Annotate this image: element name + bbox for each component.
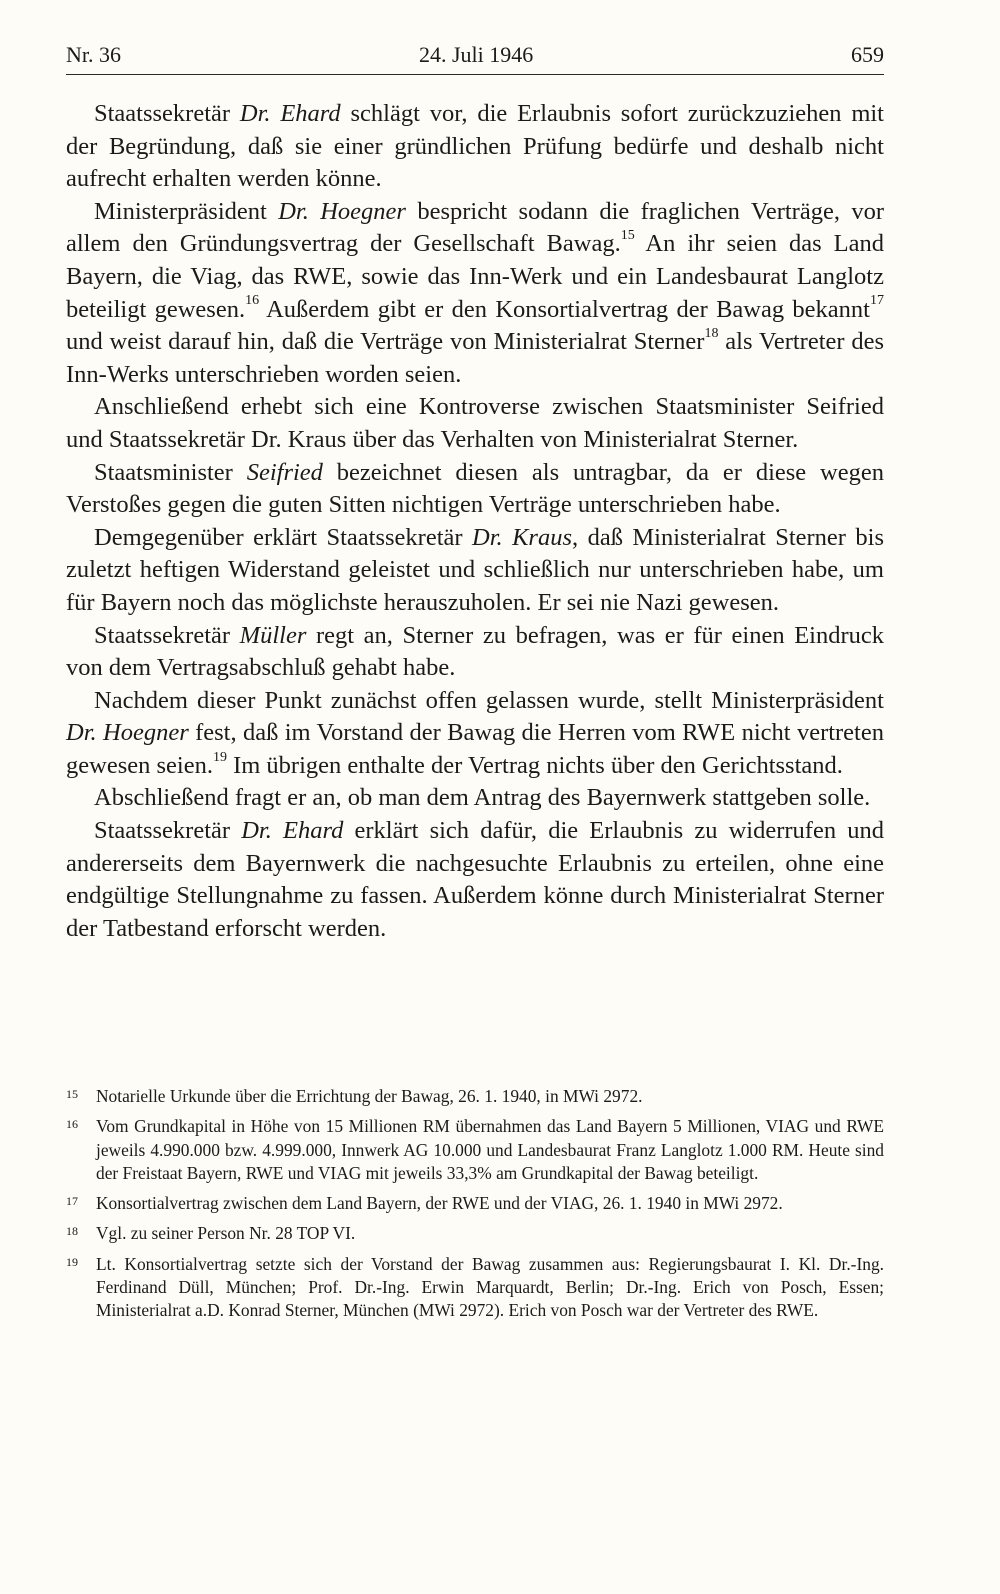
speaker-name: Dr. Hoegner <box>278 197 406 225</box>
text-run: Ministerpräsident <box>94 197 279 225</box>
text-run: bezeichnet diesen als untragbar, da er diese wegen Verstoßes gegen die guten Sitten nichtigen Verträge unterschrieben habe. <box>66 458 884 519</box>
paragraph <box>66 685 884 783</box>
text-run: Staatssekretär <box>94 100 240 127</box>
footnote <box>66 1222 884 1245</box>
speaker-name: Müller <box>239 621 307 649</box>
footnote <box>66 1115 884 1185</box>
text-run: Staatssekretär <box>94 817 242 845</box>
paragraph <box>66 457 884 522</box>
body-text <box>66 98 884 945</box>
text-run: bespricht sodann die fraglichen Verträge, vor allem den Gründungsvertrag der Gesellschaft Bawag. <box>66 197 885 258</box>
footnote-number: 16 <box>66 1117 78 1132</box>
paragraph: Abschließend fragt er an, ob man dem Antrag des Bayernwerk stattgeben solle. <box>94 784 871 812</box>
footnote <box>66 1253 884 1323</box>
page-number: 659 <box>851 42 884 67</box>
footnote-text: Lt. Konsortialvertrag setzte sich der Vorstand der Bawag zusammen aus: Regierungsbaurat I. Kl. Dr.-Ing. Ferdinand Düll, München; Prof. Dr.-Ing. Erwin Marquardt, Berlin; Dr.-Ing. Erich von Posch, Essen; Ministerialrat a.D. Konrad Sterner, München (MWi 2972). Erich von Posch war der Vertreter des RWE. <box>96 1253 884 1321</box>
text-run: Demgegenüber erklärt Staatssekretär <box>94 523 472 551</box>
speaker-name: Dr. Kraus <box>472 523 572 551</box>
speaker-name: Seifried <box>246 458 323 486</box>
footnote-ref[interactable]: 16 <box>245 293 260 309</box>
footnote-text: Notarielle Urkunde über die Errichtung der Bawag, 26. 1. 1940, in MWi 2972. <box>96 1086 643 1106</box>
text-run: und weist darauf hin, daß die Verträge von Ministerialrat Sterner <box>66 328 705 356</box>
header-date: 24. Juli 1946 <box>419 42 534 67</box>
footnote-ref[interactable]: 15 <box>620 228 635 244</box>
paragraph <box>66 196 884 392</box>
text-run: schlägt vor, die Erlaubnis sofort zurückzuziehen mit der Begründung, daß sie einer gründlichen Prüfung bedürfe und deshalb nicht aufrecht erhalten werden könne. <box>66 100 884 193</box>
paragraph <box>66 815 884 945</box>
speaker-name: Dr. Ehard <box>239 100 341 127</box>
text-run: fest, daß im Vorstand der Bawag die Herren vom RWE nicht vertreten gewesen seien. <box>66 719 884 779</box>
footnote-ref[interactable]: 19 <box>212 749 227 765</box>
text-run: regt an, Sterner zu befragen, was er für einen Eindruck von dem Vertragsabschluß gehabt habe. <box>66 621 885 682</box>
footnote-text: Vom Grundkapital in Höhe von 15 Millionen RM übernahmen das Land Bayern 5 Millionen, VIAG und RWE jeweils 4.990.000 bzw. 4.999.000, Innwerk AG 10.000 und Landesbaurat Franz Langlotz 1.000 RM. Heute sind der Freistaat Bayern, RWE und VIAG mit jeweils 33,3% am Grundkapital der Bawag beteiligt. <box>96 1116 884 1183</box>
footnote-number: 15 <box>66 1087 78 1101</box>
text-run: Nachdem dieser Punkt zunächst offen gelassen wurde, stellt Ministerpräsident <box>94 686 884 714</box>
paragraph: Anschließend erhebt sich eine Kontroverse zwischen Staatsminister Seifried und Staatssekretär Dr. Kraus über das Verhalten von Ministerialrat Sterner. <box>66 393 884 453</box>
text-run: Staatssekretär <box>94 621 240 649</box>
footnote-number: 17 <box>66 1194 78 1209</box>
issue-number: Nr. 36 <box>66 42 121 67</box>
footnote <box>66 1192 884 1215</box>
footnote-text: Konsortialvertrag zwischen dem Land Bayern, der RWE und der VIAG, 26. 1. 1940 in MWi 2972. <box>96 1193 783 1214</box>
text-run: als Vertreter des Inn-Werks unterschrieben worden seien. <box>66 328 885 388</box>
footnotes <box>66 1085 884 1330</box>
paragraph <box>66 620 884 685</box>
footnote-ref[interactable]: 17 <box>869 293 884 309</box>
text-run: Im übrigen enthalte der Vertrag nichts über den Gerichtsstand. <box>226 751 843 779</box>
speaker-name: Dr. Ehard <box>241 817 344 845</box>
paragraph <box>66 98 884 196</box>
text-run: An ihr seien das Land Bayern, die Viag, das RWE, sowie das Inn-Werk und ein Landesbaurat Langlotz beteiligt gewesen. <box>66 230 884 323</box>
text-run: Staatsminister <box>94 458 247 486</box>
paragraph <box>66 522 884 620</box>
text-run: erklärt sich dafür, die Erlaubnis zu widerrufen und andererseits dem Bayernwerk die nachgesuchte Erlaubnis zu erteilen, ohne eine endgültige Stellungnahme zu fassen. Außerdem könne durch Ministerialrat Sterner der Tatbestand erforscht werden. <box>66 817 884 942</box>
footnote-text: Vgl. zu seiner Person Nr. 28 TOP VI. <box>96 1223 356 1244</box>
footnote-number: 19 <box>66 1254 78 1269</box>
text-run: , daß Ministerialrat Sterner bis zuletzt heftigen Widerstand geleistet und schließlich nur unterschrieben habe, um für Bayern noch das möglichste herauszuholen. Er sei nie Nazi gewesen. <box>66 523 884 616</box>
running-header <box>66 38 884 75</box>
text-run: Außerdem gibt er den Konsortialvertrag der Bawag bekannt <box>259 295 870 323</box>
speaker-name: Dr. Hoegner <box>66 719 189 747</box>
footnote <box>66 1085 884 1108</box>
footnote-number: 18 <box>66 1224 78 1239</box>
footnote-ref[interactable]: 18 <box>704 326 719 341</box>
